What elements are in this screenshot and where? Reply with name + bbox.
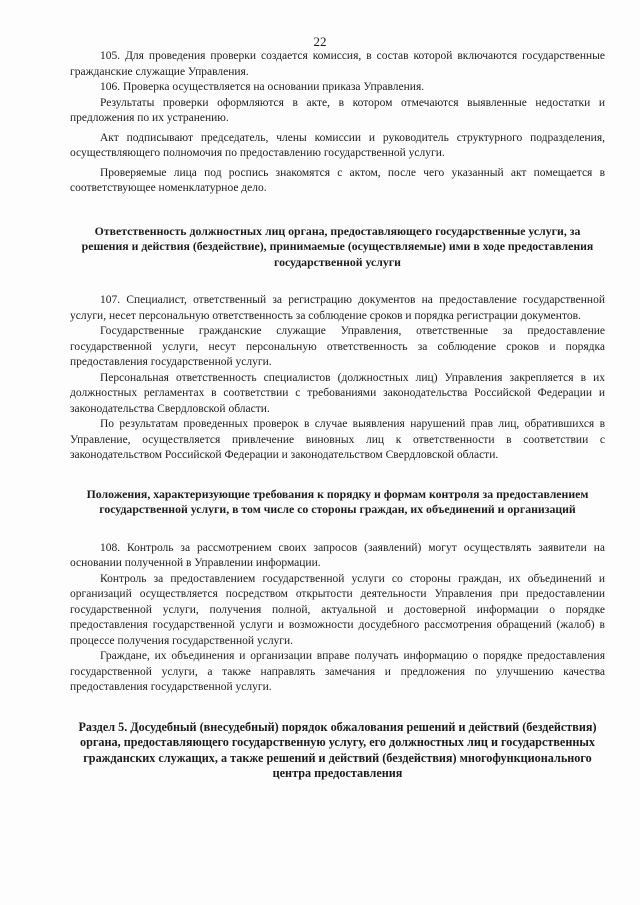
paragraph-citizen-rights: Граждане, их объединения и организации вправе получать информацию о порядке предоставления государственной услуги, а также направлять замечания и предложения по улучшению качества предоставления государственной услуги. xyxy=(70,650,605,693)
section-heading-section-5: Раздел 5. Досудебный (внесудебный) порядок обжалования решений и действий (бездействия) органа, предоставляющего государственную услугу, его должностных лиц и государственных гражданских служащих, а также решений и действий (бездействия) многофункционального центра предоставления xyxy=(78,719,597,780)
section-heading-responsibility: Ответственность должностных лиц органа, предоставляющего государственные услуги, за решения и действия (бездействие), принимаемые (осуществляемые) ими в ходе предоставления государственной услуги xyxy=(81,223,594,269)
paragraph-107: 107. Специалист, ответственный за регистрацию документов на предоставление государственной услуги, несет персональную ответственность за соблюдение сроков и порядка регистрации документов. xyxy=(70,294,605,322)
paragraph-violations: По результатам проведенных проверок в случае выявления нарушений прав лиц, обратившихся в Управление, осуществляется привлечение виновных лиц к ответственности в соответствии с законодательством Российской Федерации и законодательством Свердловской области. xyxy=(70,418,605,461)
paragraph-servants-responsibility: Государственные гражданские служащие Управления, ответственные за предоставление государственной услуги, несут персональную ответственность за соблюдение сроков и порядка предоставления государственной услуги. xyxy=(70,325,605,368)
paragraph-108: 108. Контроль за рассмотрением своих запросов (заявлений) могут осуществлять заявители на основании полученной в Управлении информации. xyxy=(70,541,605,569)
document-body xyxy=(70,49,605,782)
paragraph-act-signing: Акт подписывают председатель, члены комиссии и руководитель структурного подразделения, осуществляющего полномочия по предоставлению государственной услуги. xyxy=(70,131,605,159)
paragraph-results: Результаты проверки оформляются в акте, в котором отмечаются выявленные недостатки и предложения по их устранению. xyxy=(70,96,605,124)
paragraph-105: 105. Для проведения проверки создается комиссия, в состав которой включаются государственные гражданские служащие Управления. xyxy=(70,50,605,78)
section-heading-control: Положения, характеризующие требования к порядку и формам контроля за предоставлением государственной услуги, в том числе со стороны граждан, их объединений и организаций xyxy=(86,486,589,516)
paragraph-106: 106. Проверка осуществляется на основании приказа Управления. xyxy=(100,81,425,93)
paragraph-citizen-control: Контроль за предоставлением государственной услуги со стороны граждан, их объединений и организаций осуществляется посредством открытости деятельности Управления при предоставлении государственной услуги, получения полной, актуальной и достоверной информации о порядке предоставления государственной услуги и возможности досудебного рассмотрения обращений (жалоб) в процессе получения государственной услуги. xyxy=(70,572,605,647)
paragraph-act-acquaint: Проверяемые лица под роспись знакомятся с актом, после чего указанный акт помещается в соответствующее номенклатурное дело. xyxy=(70,166,605,194)
paragraph-personal-responsibility: Персональная ответственность специалистов (должностных лиц) Управления закрепляется в их должностных регламентах в соответствии с требованиями законодательства Российской Федерации и законодательства Свердловской области. xyxy=(70,371,605,415)
page-number: 22 xyxy=(313,34,327,49)
